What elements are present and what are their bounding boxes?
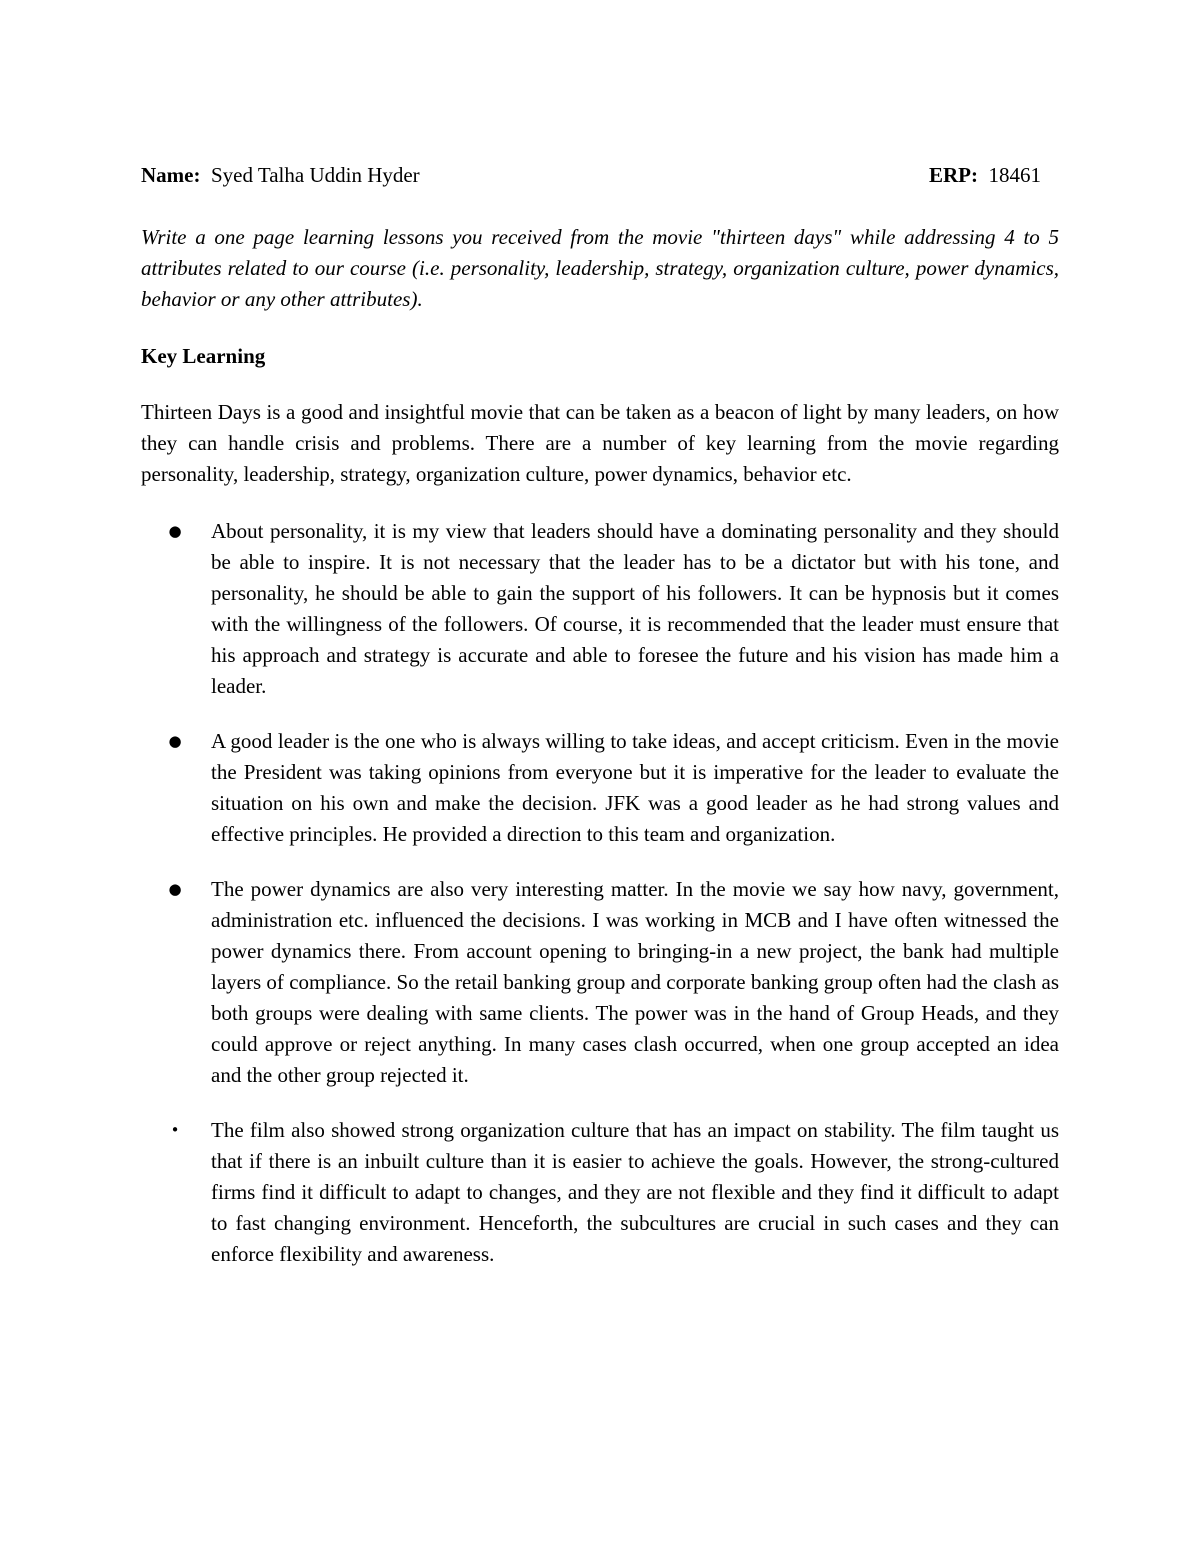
list-item-text: A good leader is the one who is always willing to take ideas, and accept criticism. Even in the movie the President was taking opinions from everyone but it is imperative for the leader to evaluate the situation on his own and make the decision. JFK was a good leader as he had strong values and effective principles. He provided a direction to this team and organization.: [211, 729, 1059, 846]
bullet-icon: •: [170, 1121, 180, 1139]
list-item: [141, 874, 1059, 1091]
name-value: Syed Talha Uddin Hyder: [210, 163, 420, 187]
erp-value: 18461: [988, 163, 1041, 187]
section-heading: Key Learning: [141, 344, 266, 368]
document-content: [141, 160, 1059, 1294]
list-item-text: The power dynamics are also very interesting matter. In the movie we say how navy, government, administration etc. influenced the decisions. I was working in MCB and I have often witnessed the power dynamics there. From account opening to bringing-in a new project, the bank had multiple layers of compliance. So the retail banking group and corporate banking group often had the clash as both groups were dealing with same clients. The power was in the hand of Group Heads, and they could approve or reject anything. In many cases clash occurred, when one group accepted an idea and the other group rejected it.: [211, 877, 1059, 1087]
bullet-icon: ●: [168, 522, 182, 540]
list-item: [141, 516, 1059, 702]
list-item-text: About personality, it is my view that leaders should have a dominating personality and they should be able to inspire. It is not necessary that the leader has to be a dictator but with his tone, and personality, he should be able to gain the support of his followers. It can be hypnosis but it comes with the willingness of the followers. Of course, it is recommended that the leader must ensure that his approach and strategy is accurate and able to foresee the future and his vision has made him a leader.: [211, 519, 1059, 698]
key-points-list: [141, 516, 1059, 1270]
header-row: [141, 160, 1059, 200]
list-item-text: The film also showed strong organization culture that has an impact on stability. The film taught us that if there is an inbuilt culture than it is easier to achieve the goals. However, the strong-cultured firms find it difficult to adapt to changes, and they are not flexible and they find it difficult to adapt to fast changing environment. Henceforth, the subcultures are crucial in such cases and they can enforce flexibility and awareness.: [211, 1118, 1059, 1266]
bullet-icon: ●: [168, 732, 182, 750]
list-item: [141, 726, 1059, 850]
list-item: [141, 1115, 1059, 1270]
erp-label: ERP:: [929, 163, 978, 187]
intro-paragraph: Thirteen Days is a good and insightful movie that can be taken as a beacon of light by many leaders, on how they can handle crisis and problems. There are a number of key learning from the movie regarding personality, leadership, strategy, organization culture, power dynamics, behavior etc.: [141, 400, 1059, 486]
erp-field: [929, 160, 1041, 191]
name-field: [141, 160, 420, 191]
name-label: Name:: [141, 163, 201, 187]
bullet-icon: ●: [168, 880, 182, 898]
assignment-prompt: Write a one page learning lessons you received from the movie "thirteen days" while addressing 4 to 5 attributes related to our course (i.e. personality, leadership, strategy, organization culture, power dynamics, behavior or any other attributes).: [141, 225, 1059, 311]
